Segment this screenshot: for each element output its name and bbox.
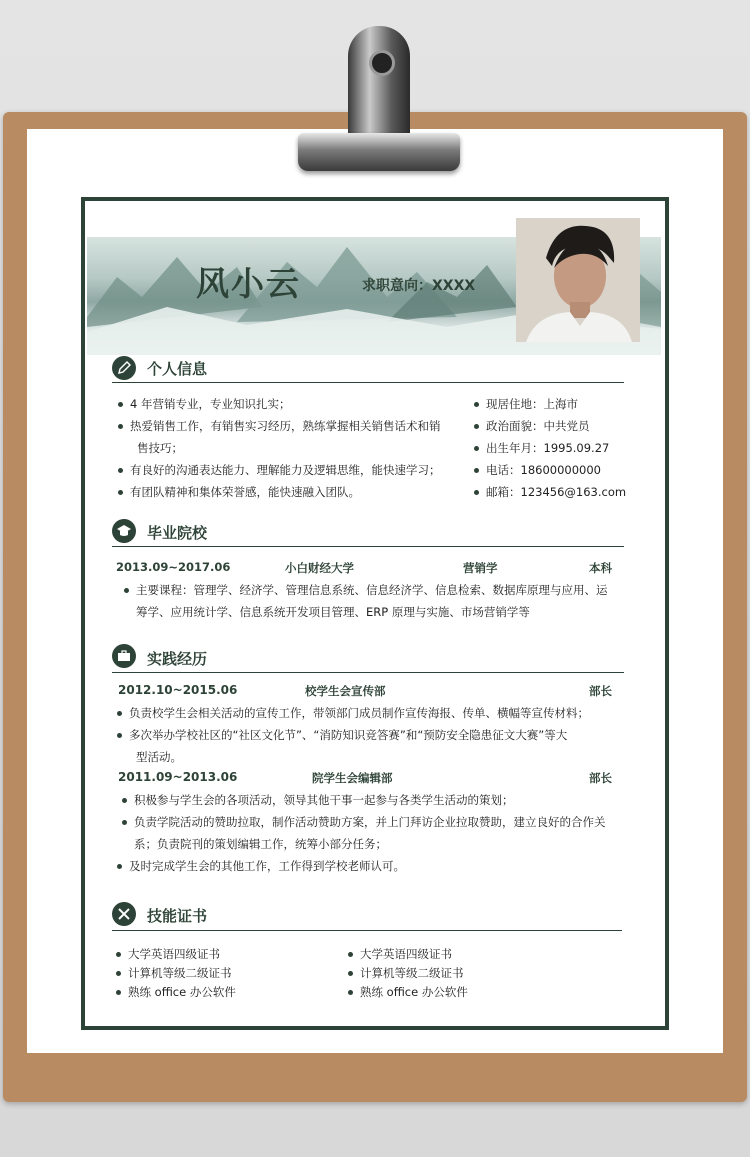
info-birth: 出生年月：1995.09.27	[486, 441, 610, 455]
edit-icon	[112, 356, 136, 380]
section-divider	[112, 382, 624, 383]
list-item-continued: 型活动。	[136, 750, 182, 764]
list-item-continued: 系；负责院刊的策划编辑工作，统筹小部分任务；	[134, 837, 387, 851]
list-item: 负责学院活动的赞助拉取，制作活动赞助方案，并上门拜访企业拉取赞助，建立良好的合作关	[134, 815, 606, 829]
list-item: 4 年营销专业，专业知识扎实；	[130, 397, 291, 411]
avatar-photo	[516, 218, 640, 342]
list-item: 负责校学生会相关活动的宣传工作，带领部门成员制作宣传海报、传单、横幅等宣传材料；	[129, 706, 589, 720]
skill-item: 熟练 office 办公软件	[360, 985, 468, 999]
skill-item: 计算机等级二级证书	[360, 966, 464, 980]
skill-item: 计算机等级二级证书	[128, 966, 232, 980]
skill-item: 熟练 office 办公软件	[128, 985, 236, 999]
candidate-name: 风小云	[196, 264, 301, 303]
tools-icon	[112, 902, 136, 926]
skill-item: 大学英语四级证书	[128, 947, 220, 961]
section-title-skills: 技能证书	[147, 907, 208, 925]
job1-org: 校学生会宣传部	[305, 684, 386, 698]
graduation-cap-icon	[112, 519, 136, 543]
section-divider	[112, 546, 624, 547]
info-phone: 电话：18600000000	[486, 463, 601, 477]
job1-role: 部长	[589, 684, 612, 698]
job-intent: 求职意向：XXXX	[362, 278, 476, 294]
section-title-education: 毕业院校	[147, 524, 208, 542]
edu-period: 2013.09~2017.06	[116, 560, 231, 574]
list-item: 及时完成学生会的其他工作，工作得到学校老师认可。	[129, 859, 405, 873]
edu-major: 营销学	[463, 561, 498, 575]
list-item-continued: 售技巧；	[137, 441, 183, 455]
list-item: 有团队精神和集体荣誉感，能快速融入团队。	[130, 485, 360, 499]
section-divider	[112, 672, 624, 673]
section-divider	[112, 930, 622, 931]
list-item: 多次举办学校社区的“社区文化节”、“消防知识竞答赛”和“预防安全隐患征文大赛”等大	[129, 728, 568, 742]
info-residence: 现居住地：上海市	[486, 397, 578, 411]
info-political: 政治面貌：中共党员	[486, 419, 590, 433]
info-email: 邮箱：123456@163.com	[486, 485, 627, 499]
edu-courses-continued: 筹学、应用统计学、信息系统开发项目管理、ERP 原理与实施、市场营销学等	[136, 605, 530, 619]
edu-school: 小白财经大学	[285, 561, 354, 575]
job2-role: 部长	[589, 771, 612, 785]
section-title-personal: 个人信息	[147, 360, 208, 378]
edu-courses: 主要课程：管理学、经济学、管理信息系统、信息经济学、信息检索、数据库原理与应用、运	[136, 583, 608, 597]
job1-period: 2012.10~2015.06	[118, 683, 238, 697]
job2-period: 2011.09~2013.06	[118, 770, 238, 784]
list-item: 有良好的沟通表达能力、理解能力及逻辑思维，能快速学习；	[130, 463, 441, 477]
list-item: 积极参与学生会的各项活动，领导其他干事一起参与各类学生活动的策划；	[134, 793, 514, 807]
job2-org: 院学生会编辑部	[312, 771, 393, 785]
briefcase-icon	[112, 644, 136, 668]
skill-item: 大学英语四级证书	[360, 947, 452, 961]
edu-degree: 本科	[589, 561, 612, 575]
section-title-practice: 实践经历	[147, 650, 208, 668]
list-item: 热爱销售工作，有销售实习经历，熟练掌握相关销售话术和销	[130, 419, 441, 433]
binder-clip	[298, 26, 460, 171]
